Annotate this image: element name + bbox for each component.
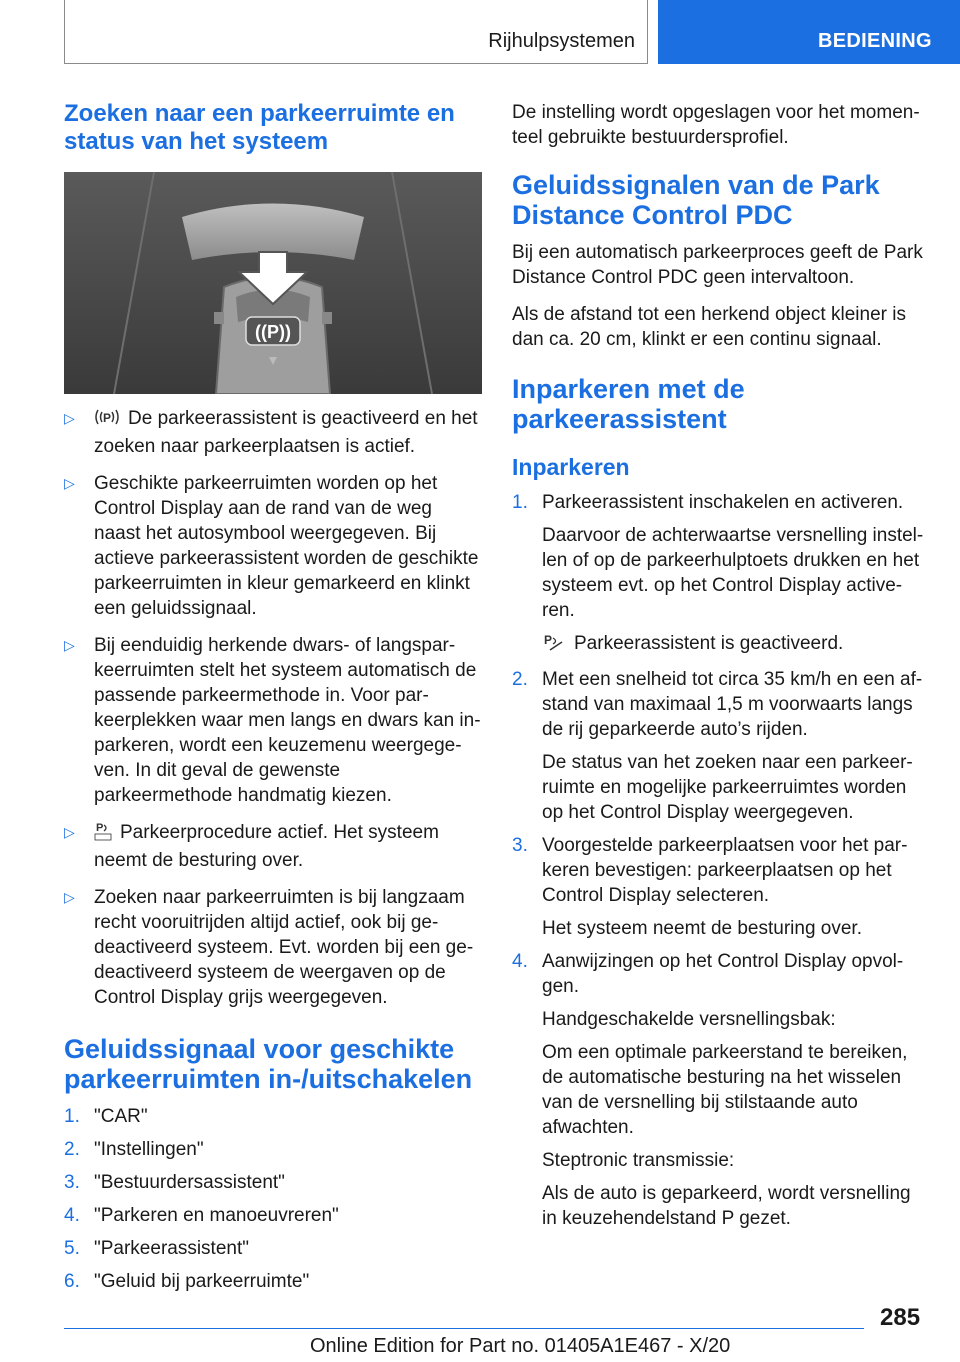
- list-item: [64, 633, 482, 808]
- bullet-triangle-icon: ▷: [64, 889, 75, 905]
- list-item: [64, 820, 482, 873]
- list-item: 2. Met een snelheid tot circa 35 km/h en een afstand van maximaal 1,5 m voorwaarts langs de rij geparkeerde auto’s rijden. De status van het zoeken naar een parkeerruimte en mogelijke parkeerruimtes worden op het Control Display weergegeven.: [512, 669, 923, 823]
- bullet-triangle-icon: ▷: [64, 824, 75, 840]
- park-assist-icon: [542, 632, 566, 659]
- bullet-text: Parkeerprocedure actief. Het systeem neemt de besturing over.: [94, 822, 439, 871]
- list-item: 4. "Parkeren en manoeuvreren": [64, 1205, 339, 1226]
- section-title: Rijhulpsystemen: [488, 30, 635, 52]
- park-auto-icon: [94, 821, 112, 848]
- bullet-triangle-icon: ▷: [64, 637, 75, 653]
- list-item: 6. "Geluid bij parkeerruimte": [64, 1271, 310, 1292]
- list-item: 1. Parkeerassistent inschakelen en activeren. Daarvoor de achterwaartse versnelling instellen of op de parkeerhulptoets drukken en het systeem evt. op het Control Display activeren. P Parkeerassistent is geactiveerd.: [512, 490, 928, 659]
- menu-path-list: [64, 1104, 482, 1294]
- footer-divider: [64, 1328, 864, 1329]
- car-top-view-icon: [64, 172, 482, 394]
- page-header: [0, 0, 960, 66]
- bullet-triangle-icon: ▷: [64, 475, 75, 491]
- left-column: [64, 100, 482, 1302]
- bullet-text: Geschikte parkeerruimten worden op het Control Display aan de rand van de weg naast het autosymbool weergegeven. Bij actieve parkeerassistent worden de geschikte parkeerruimten in kleur gemarkeerd en klinkt een geluidssignaal.: [94, 473, 479, 619]
- bullet-triangle-icon: ▷: [64, 410, 75, 426]
- parking-display-illustration: [64, 172, 482, 394]
- list-item: 1. "CAR": [64, 1106, 148, 1127]
- edition-footer: Online Edition for Part no. 01405A1E467 - X/20: [310, 1335, 731, 1357]
- bullet-text: Zoeken naar parkeerruimten is bij langzaam recht vooruitrijden altijd actief, ook bij gedeactiveerd systeem. Evt. worden bij een gedeactiveerd systeem de weergaven op de Control Display grijs weergegeven.: [94, 887, 474, 1008]
- chapter-tab: [658, 0, 960, 64]
- svg-text:P: P: [96, 822, 104, 834]
- pdc-heading: Geluidssignalen van de Park Distance Control PDC: [512, 170, 880, 230]
- search-heading: Zoeken naar een parkeerruimte en status van het systeem: [64, 100, 455, 155]
- sound-signal-heading: Geluidssignaal voor geschikte parkeerruimten in-/uitschakelen: [64, 1034, 473, 1094]
- svg-text:P: P: [102, 411, 112, 425]
- list-item: [64, 406, 482, 459]
- list-item: [64, 471, 482, 621]
- list-item: 5. "Parkeerassistent": [64, 1238, 249, 1259]
- park-subheading: Inparkeren: [512, 454, 630, 480]
- page-number: 285: [880, 1304, 921, 1331]
- bullet-text: Bij eenduidig herkende dwars- of langsparkeerruimten stelt het systeem automatisch de passende parkeermethode in. Voor parkeerplekken waar men langs en dwars kan inparkeren, wordt een keuzemenu weergegeven. In dit geval de gewenste parkeermethode handmatig kiezen.: [94, 635, 481, 806]
- svg-text:((P)): ((P)): [255, 322, 291, 342]
- right-column: [512, 100, 928, 1239]
- list-item: 2. "Instellingen": [64, 1139, 204, 1160]
- list-item: [64, 885, 482, 1010]
- pdc-paragraph: Als de afstand tot een herkend object kleiner is dan ca. 20 cm, klinkt er een continu signaal.: [512, 304, 906, 350]
- parking-sensor-icon: [94, 407, 120, 434]
- pdc-paragraph: Bij een automatisch parkeerproces geeft de Park Distance Control PDC geen intervaltoon.: [512, 242, 923, 288]
- section-tab: [64, 0, 648, 64]
- chapter-title: BEDIENING: [818, 30, 932, 52]
- bullet-text: De parkeerassistent is geactiveerd en het zoeken naar parkeerplaatsen is actief.: [94, 408, 478, 457]
- status-bullet-list: [64, 406, 482, 1010]
- svg-text:P: P: [544, 633, 553, 647]
- list-item: 3. "Bestuurdersassistent": [64, 1172, 285, 1193]
- park-heading: Inparkeren met de parkeerassistent: [512, 374, 745, 434]
- parking-steps-list: [512, 490, 928, 1231]
- list-item: 3. Voorgestelde parkeerplaatsen voor het parkeren bevestigen: parkeerplaatsen op het Control Display selecteren. Het systeem neemt de besturing over.: [512, 835, 908, 939]
- intro-paragraph: De instelling wordt opgeslagen voor het momenteel gebruikte bestuurdersprofiel.: [512, 102, 920, 148]
- list-item: 4. Aanwijzingen op het Control Display opvolgen. Handgeschakelde versnellingsbak: Om een optimale parkeerstand te bereiken, de automatische besturing na het wisselen van de versnelling bij stilstaande auto afwachten. Steptronic transmissie: Als de auto is geparkeerd, wordt versnelling in keuzehendelstand P gezet.: [512, 951, 911, 1229]
